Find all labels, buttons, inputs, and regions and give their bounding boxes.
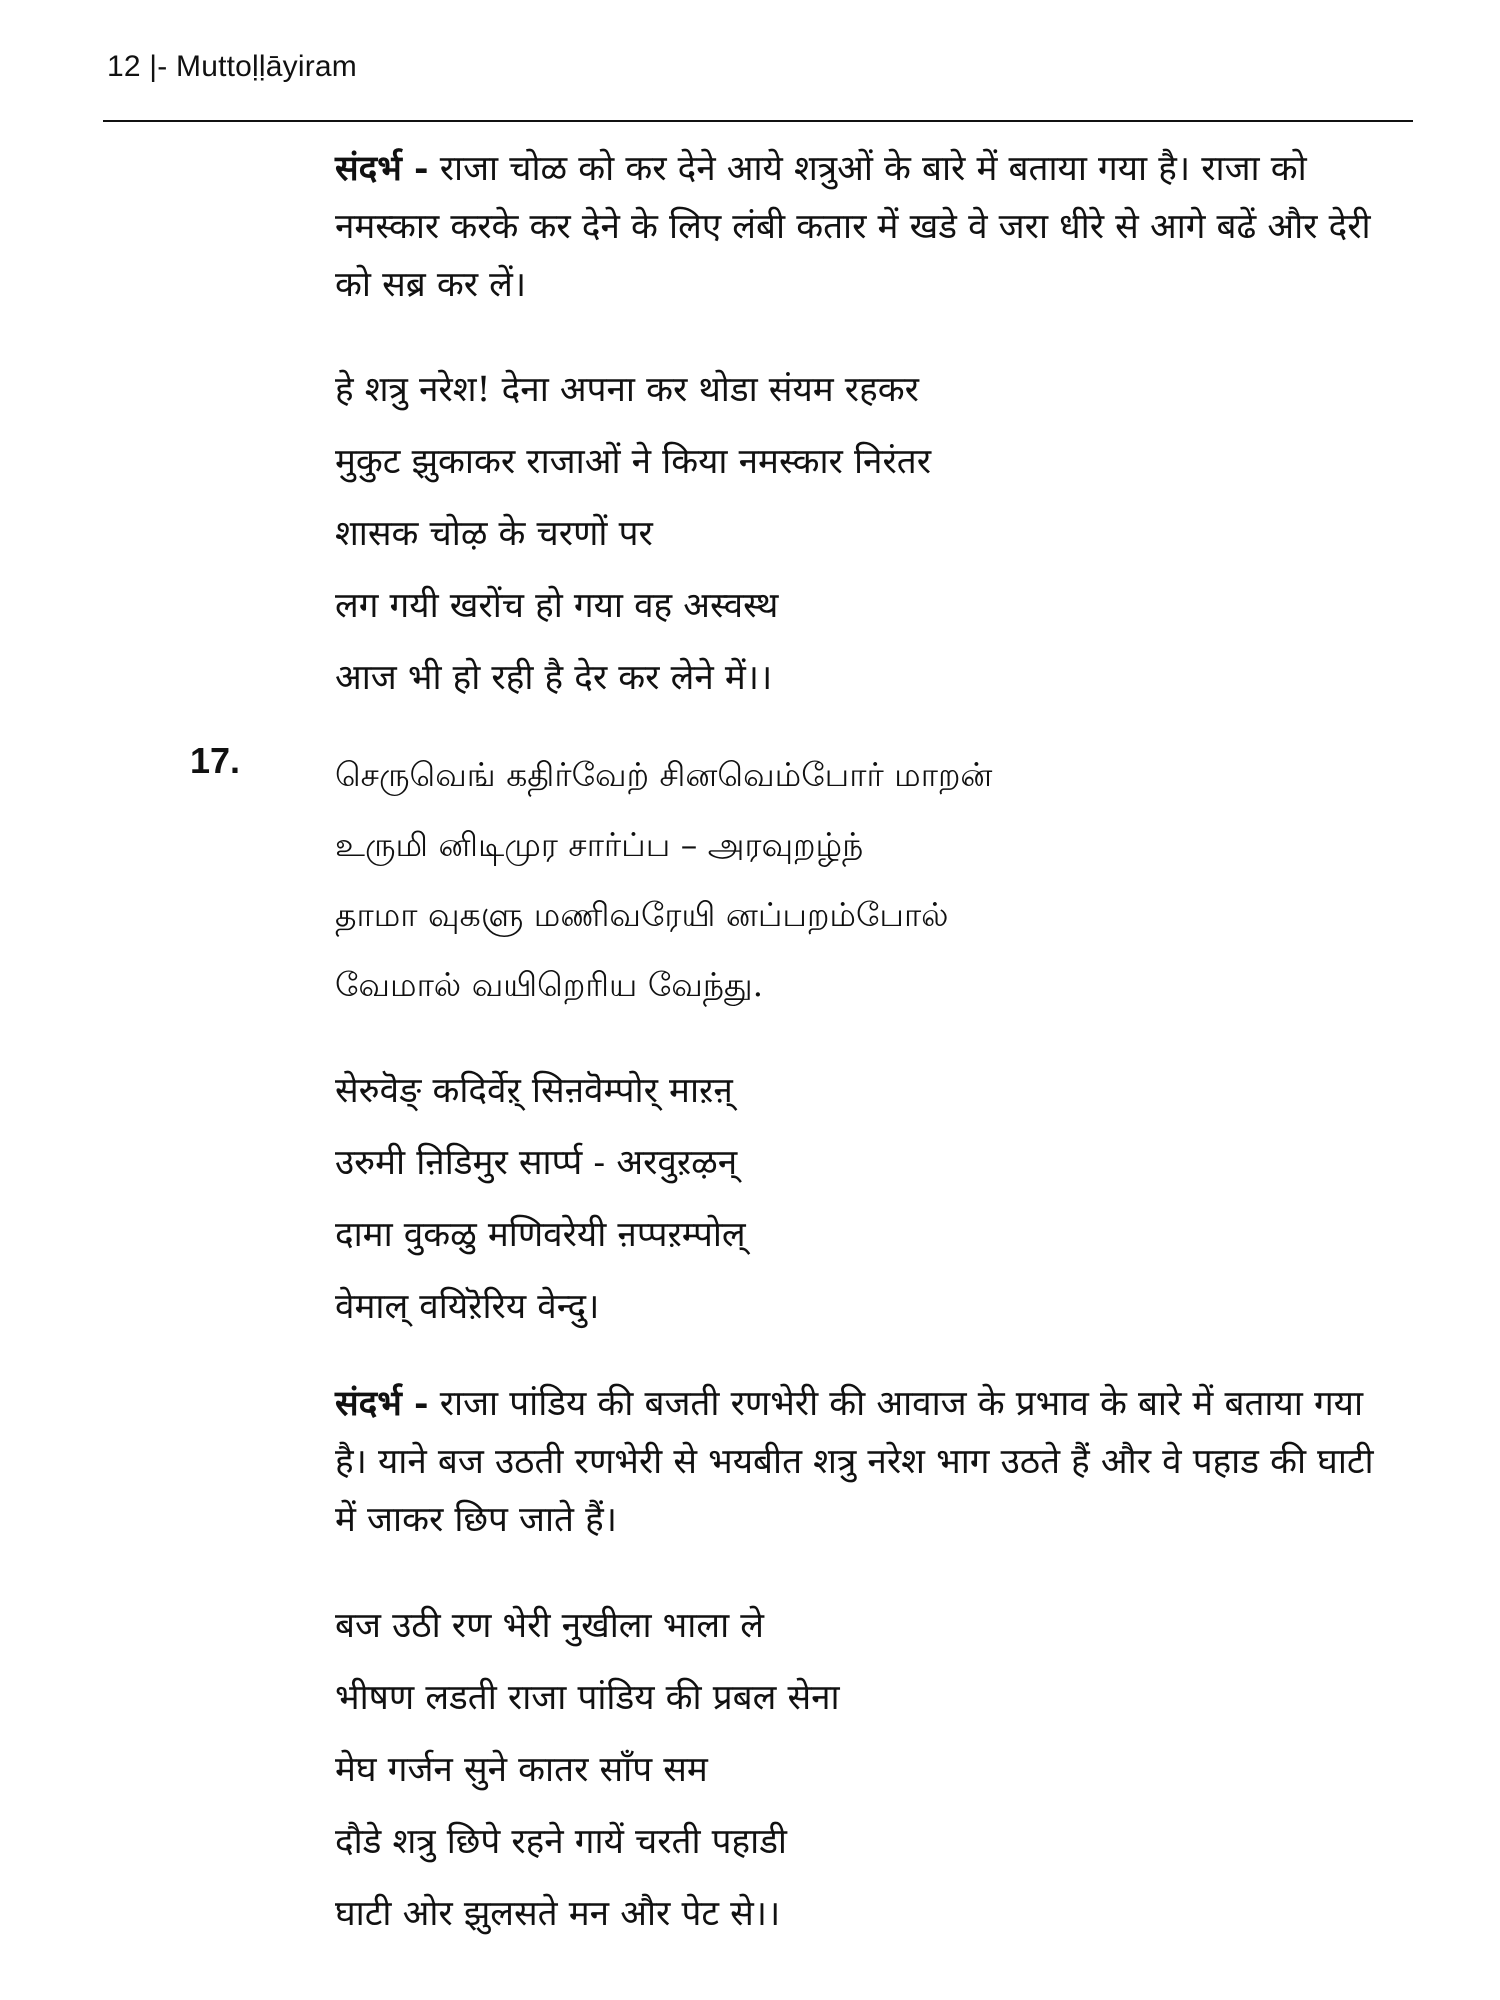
tamil-line: செருவெங் கதிர்வேற் சினவெம்போர் மாறன் bbox=[335, 755, 993, 794]
context-label: संदर्भ - bbox=[335, 1383, 429, 1424]
tamil-line: தாமா வுகளு மணிவரேயி னப்பறம்போல் bbox=[335, 895, 949, 934]
poem-top bbox=[335, 354, 1385, 714]
tamil-line: வேமால் வயிறெரிய வேந்து. bbox=[335, 965, 764, 1004]
poem-line: बज उठी रण भेरी नुखीला भाला ले bbox=[335, 1606, 765, 1646]
poem-line: मेघ गर्जन सुने कातर साँप सम bbox=[335, 1750, 708, 1790]
header-rule bbox=[103, 120, 1413, 122]
verse-number: 17. bbox=[190, 740, 241, 781]
context-paragraph-17 bbox=[335, 1375, 1385, 1549]
poem-line: आज भी हो रही है देर कर लेने में।। bbox=[335, 658, 773, 698]
poem-line: लग गयी खरोंच हो गया वह अस्वस्थ bbox=[335, 586, 779, 626]
transliteration-verse bbox=[335, 1055, 1385, 1343]
transliteration-line: वेमाल् वयिऱॆरिय वेन्दु। bbox=[335, 1287, 600, 1327]
context-text: राजा पांडिय की बजती रणभेरी की आवाज के प्रभाव के बारे में बताया गया है। याने बज उठती रणभेरी से भयबीत शत्रु नरेश भाग उठते हैं और वे पहाड की घाटी में जाकर छिप जाते हैं। bbox=[335, 1384, 1374, 1540]
poem-line: भीषण लडती राजा पांडिय की प्रबल सेना bbox=[335, 1678, 840, 1718]
poem-17 bbox=[335, 1590, 1385, 1950]
poem-line: हे शत्रु नरेश! देना अपना कर थोडा संयम रहकर bbox=[335, 370, 919, 410]
poem-line: घाटी ओर झुलसते मन और पेट से।। bbox=[335, 1894, 781, 1934]
running-header: 12 |- Muttoḷḷāyiram bbox=[107, 50, 357, 83]
tamil-verse bbox=[335, 740, 1385, 1020]
context-paragraph-top bbox=[335, 140, 1385, 314]
poem-line: शासक चोऴ के चरणों पर bbox=[335, 514, 653, 554]
transliteration-line: सेरुवॆङ् कदिर्वेऱ् सिऩवॆम्पोर् माऱऩ् bbox=[335, 1071, 733, 1111]
transliteration-line: दामा वुकळु मणिवरेयी ऩप्पऱम्पोल् bbox=[335, 1215, 746, 1255]
tamil-line: உருமி னிடிமுர சார்ப்ப – அரவுறழ்ந் bbox=[335, 825, 864, 864]
context-label: संदर्भ - bbox=[335, 148, 429, 189]
context-text: राजा चोळ को कर देने आये शत्रुओं के बारे में बताया गया है। राजा को नमस्कार करके कर देने के लिए लंबी कतार में खडे वे जरा धीरे से आगे बढें और देरी को सब्र कर लें। bbox=[335, 149, 1371, 305]
poem-line: दौडे शत्रु छिपे रहने गायें चरती पहाडी bbox=[335, 1822, 787, 1862]
transliteration-line: उरुमी ऩिडिमुर सार्प्प - अरवुऱऴन् bbox=[335, 1143, 738, 1183]
poem-line: मुकुट झुकाकर राजाओं ने किया नमस्कार निरंतर bbox=[335, 442, 932, 482]
